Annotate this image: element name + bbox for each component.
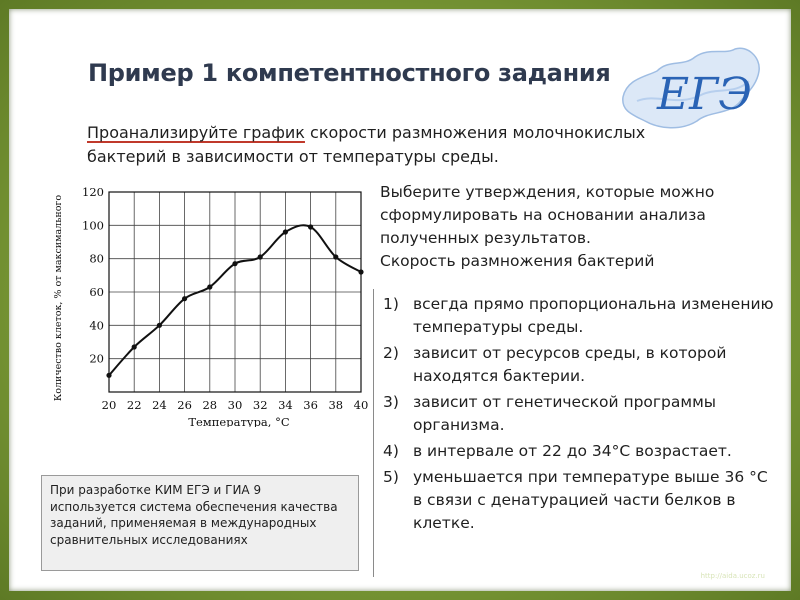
data-point bbox=[182, 296, 187, 301]
data-point bbox=[283, 229, 288, 234]
answer-option-text: зависит от ресурсов среды, в которой находятся бактерии. bbox=[413, 344, 727, 385]
data-point bbox=[157, 323, 162, 328]
x-tick-label: 36 bbox=[303, 398, 318, 412]
x-tick-label: 38 bbox=[328, 398, 344, 412]
answer-option-text: в интервале от 22 до 34°С возрастает. bbox=[413, 442, 732, 460]
task-intro bbox=[87, 121, 727, 169]
answer-option-2 bbox=[383, 342, 778, 388]
answer-option-number: 1) bbox=[383, 295, 399, 313]
y-tick-label: 40 bbox=[89, 318, 104, 333]
y-tick-label: 100 bbox=[82, 218, 104, 233]
question-subject: Скорость размножения бактерий bbox=[380, 252, 655, 270]
x-tick-label: 34 bbox=[278, 398, 293, 412]
answer-option-number: 2) bbox=[383, 344, 399, 362]
data-point bbox=[207, 284, 212, 289]
x-tick-label: 26 bbox=[177, 398, 192, 412]
answer-options bbox=[383, 293, 778, 538]
data-point bbox=[258, 254, 263, 259]
answer-option-text: уменьшается при температуре выше 36 °С в связи с денатурацией части белков в клетке. bbox=[413, 468, 768, 532]
x-tick-label: 32 bbox=[252, 398, 268, 412]
answer-option-3 bbox=[383, 391, 778, 437]
data-point bbox=[308, 224, 313, 229]
answer-option-5 bbox=[383, 466, 778, 535]
ege-logo-text: ЕГЭ bbox=[657, 69, 752, 120]
note-text: При разработке КИМ ЕГЭ и ГИА 9 используется система обеспечения качества заданий, применяемая в международных сравнительных исследованиях bbox=[50, 483, 338, 547]
data-point bbox=[358, 269, 363, 274]
answer-option-number: 3) bbox=[383, 393, 399, 411]
answer-option-number: 5) bbox=[383, 468, 399, 486]
y-axis-label: Количество клеток, % от максимального bbox=[53, 194, 64, 402]
y-tick-label: 80 bbox=[89, 251, 104, 266]
task-intro-underlined: Проанализируйте график bbox=[87, 123, 305, 142]
slide bbox=[9, 9, 791, 591]
watermark-url: http://aida.ucoz.ru bbox=[700, 572, 765, 580]
question-text: Выберите утверждения, которые можно сформулировать на основании анализа полученных результатов. bbox=[380, 183, 715, 247]
x-tick-label: 40 bbox=[353, 398, 369, 412]
data-point bbox=[232, 261, 237, 266]
data-point bbox=[106, 373, 111, 378]
slide-title: Пример 1 компетентностного задания bbox=[88, 59, 611, 87]
y-tick-label: 60 bbox=[89, 285, 104, 299]
note-box bbox=[41, 475, 359, 571]
task-intro-text: скорости размножения молочнокислых бактерий в зависимости от температуры среды. bbox=[87, 123, 646, 166]
x-tick-label: 30 bbox=[227, 398, 243, 412]
options-divider bbox=[373, 289, 374, 577]
y-tick-label: 120 bbox=[82, 185, 104, 199]
x-tick-label: 28 bbox=[202, 398, 218, 412]
answer-option-text: всегда прямо пропорциональна изменению температуры среды. bbox=[413, 295, 774, 336]
data-point bbox=[333, 254, 338, 259]
answer-option-text: зависит от генетической программы организма. bbox=[413, 393, 717, 434]
x-tick-label: 22 bbox=[126, 398, 142, 412]
question-block bbox=[380, 181, 780, 273]
y-tick-label: 20 bbox=[89, 351, 104, 366]
bacteria-growth-chart bbox=[45, 177, 375, 427]
answer-option-number: 4) bbox=[383, 442, 399, 460]
data-point bbox=[132, 344, 137, 349]
answer-option-4 bbox=[383, 440, 778, 463]
x-tick-label: 20 bbox=[101, 398, 117, 412]
x-tick-label: 24 bbox=[152, 398, 167, 412]
answer-option-1 bbox=[383, 293, 778, 339]
x-axis-label: Температура, °С bbox=[188, 415, 290, 427]
